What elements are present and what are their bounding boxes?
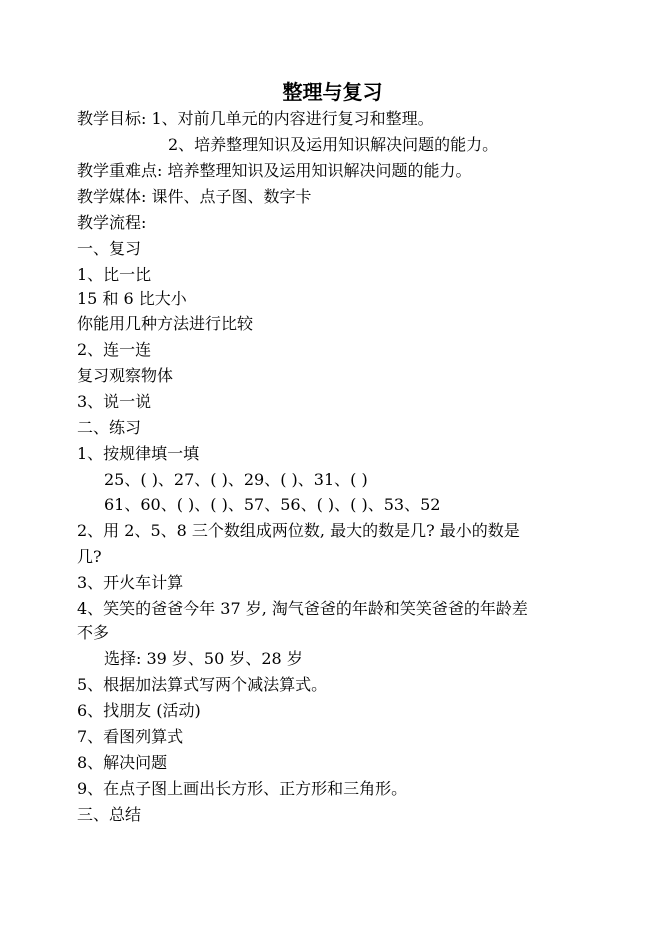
practice-item-1: 1、按规律填一填 <box>77 444 200 463</box>
section-practice-heading: 二、练习 <box>77 418 142 437</box>
page-title: 整理与复习 <box>282 80 383 104</box>
practice-item-6: 6、找朋友 (活动) <box>77 701 201 720</box>
section-review-heading: 一、复习 <box>77 239 142 258</box>
review-item-1: 1、比一比 <box>77 265 152 284</box>
practice-item-4: 4、笑笑的爸爸今年 37 岁, 淘气爸爸的年龄和笑笑爸爸的年龄差 <box>77 599 528 618</box>
practice-item-2-cont: 几? <box>77 547 102 566</box>
objective-line-1: 教学目标: 1、对前几单元的内容进行复习和整理。 <box>77 109 434 128</box>
review-item-3: 3、说一说 <box>77 392 152 411</box>
process-heading: 教学流程: <box>77 213 147 232</box>
key-difficulty-line: 教学重难点: 培养整理知识及运用知识解决问题的能力。 <box>77 161 472 180</box>
practice-item-7: 7、看图列算式 <box>77 727 184 746</box>
pattern-sequence-1: 25、( )、27、( )、29、( )、31、( ) <box>104 470 368 489</box>
practice-item-8: 8、解决问题 <box>77 753 168 772</box>
practice-item-3: 3、开火车计算 <box>77 573 184 592</box>
section-summary-heading: 三、总结 <box>77 805 142 824</box>
pattern-sequence-2: 61、60、( )、( )、57、56、( )、( )、53、52 <box>104 495 441 514</box>
review-item-1-question: 你能用几种方法进行比较 <box>77 314 254 333</box>
practice-item-5: 5、根据加法算式写两个减法算式。 <box>77 675 328 694</box>
practice-item-9: 9、在点子图上画出长方形、正方形和三角形。 <box>77 779 408 798</box>
review-item-1-detail: 15 和 6 比大小 <box>77 289 187 308</box>
practice-item-2: 2、用 2、5、8 三个数组成两位数, 最大的数是几? 最小的数是 <box>77 521 520 540</box>
media-line: 教学媒体: 课件、点子图、数字卡 <box>77 187 312 206</box>
practice-item-4-options: 选择: 39 岁、50 岁、28 岁 <box>104 649 303 668</box>
objective-line-2: 2、培养整理知识及运用知识解决问题的能力。 <box>168 135 499 154</box>
review-item-2: 2、连一连 <box>77 340 152 359</box>
review-item-2-detail: 复习观察物体 <box>77 366 174 385</box>
practice-item-4-cont: 不多 <box>77 623 110 642</box>
